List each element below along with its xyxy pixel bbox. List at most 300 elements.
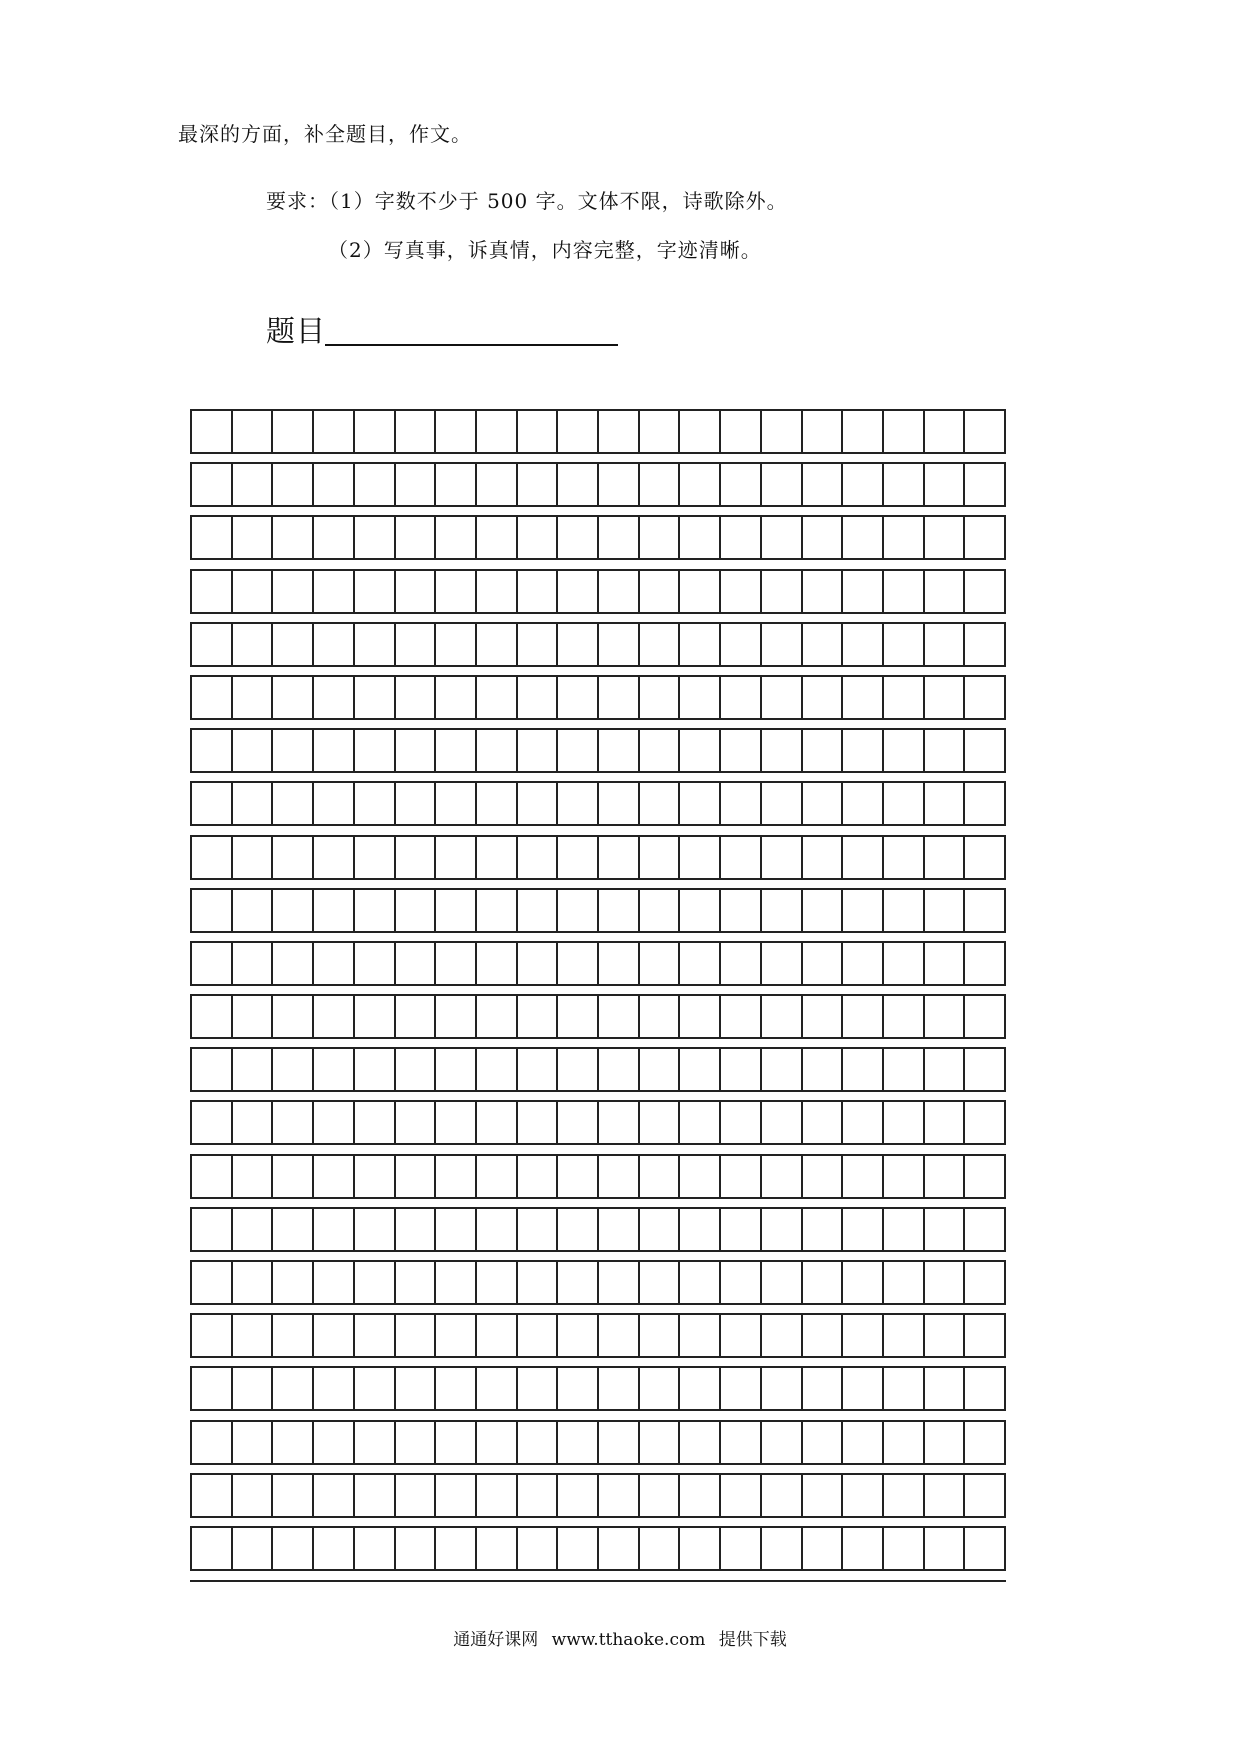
grid-cell[interactable] [882,943,923,984]
grid-cell[interactable] [312,890,353,931]
grid-cell[interactable] [597,1368,638,1409]
grid-cell[interactable] [719,1156,760,1197]
grid-cell[interactable] [516,411,557,452]
grid-cell[interactable] [719,1368,760,1409]
grid-cell[interactable] [801,571,842,612]
grid-cell[interactable] [231,1315,272,1356]
grid-cell[interactable] [963,1262,1004,1303]
grid-cell[interactable] [394,517,435,558]
grid-cell[interactable] [192,1049,231,1090]
grid-cell[interactable] [882,1209,923,1250]
grid-cell[interactable] [271,1528,312,1569]
grid-cell[interactable] [475,1475,516,1516]
grid-cell[interactable] [353,783,394,824]
grid-cell[interactable] [638,1475,679,1516]
grid-cell[interactable] [841,996,882,1037]
grid-cell[interactable] [516,571,557,612]
grid-cell[interactable] [841,1475,882,1516]
grid-cell[interactable] [394,624,435,665]
grid-cell[interactable] [841,517,882,558]
grid-cell[interactable] [760,1209,801,1250]
grid-cell[interactable] [475,890,516,931]
grid-cell[interactable] [678,996,719,1037]
grid-cell[interactable] [638,943,679,984]
grid-cell[interactable] [312,943,353,984]
grid-cell[interactable] [801,411,842,452]
grid-cell[interactable] [597,411,638,452]
grid-cell[interactable] [638,783,679,824]
grid-cell[interactable] [271,1422,312,1463]
grid-cell[interactable] [556,677,597,718]
grid-cell[interactable] [556,624,597,665]
grid-cell[interactable] [963,837,1004,878]
grid-cell[interactable] [231,571,272,612]
grid-cell[interactable] [678,517,719,558]
grid-cell[interactable] [760,1315,801,1356]
grid-cell[interactable] [801,1528,842,1569]
grid-cell[interactable] [353,730,394,771]
grid-cell[interactable] [516,677,557,718]
grid-cell[interactable] [312,1262,353,1303]
grid-cell[interactable] [271,624,312,665]
grid-cell[interactable] [678,1422,719,1463]
title-blank-line[interactable] [325,344,618,346]
grid-cell[interactable] [394,1422,435,1463]
grid-cell[interactable] [434,1209,475,1250]
grid-cell[interactable] [516,1262,557,1303]
grid-cell[interactable] [192,837,231,878]
grid-cell[interactable] [556,411,597,452]
grid-cell[interactable] [475,1368,516,1409]
grid-cell[interactable] [231,1049,272,1090]
grid-cell[interactable] [801,1475,842,1516]
grid-cell[interactable] [434,1422,475,1463]
grid-cell[interactable] [597,464,638,505]
grid-cell[interactable] [719,1262,760,1303]
grid-cell[interactable] [353,837,394,878]
grid-cell[interactable] [841,1315,882,1356]
grid-cell[interactable] [475,837,516,878]
grid-cell[interactable] [556,464,597,505]
grid-cell[interactable] [192,571,231,612]
grid-cell[interactable] [760,1156,801,1197]
grid-cell[interactable] [353,1049,394,1090]
grid-cell[interactable] [760,1475,801,1516]
grid-cell[interactable] [231,1262,272,1303]
grid-cell[interactable] [760,1422,801,1463]
grid-cell[interactable] [556,1475,597,1516]
grid-cell[interactable] [963,1156,1004,1197]
grid-cell[interactable] [192,1528,231,1569]
grid-cell[interactable] [434,464,475,505]
grid-cell[interactable] [719,624,760,665]
grid-cell[interactable] [882,1475,923,1516]
grid-cell[interactable] [719,571,760,612]
grid-cell[interactable] [353,1262,394,1303]
grid-cell[interactable] [882,1315,923,1356]
grid-cell[interactable] [556,571,597,612]
grid-cell[interactable] [516,1209,557,1250]
grid-cell[interactable] [963,1049,1004,1090]
grid-cell[interactable] [192,996,231,1037]
grid-cell[interactable] [516,1422,557,1463]
grid-cell[interactable] [192,1156,231,1197]
grid-cell[interactable] [475,517,516,558]
grid-cell[interactable] [801,677,842,718]
grid-cell[interactable] [963,517,1004,558]
grid-cell[interactable] [192,411,231,452]
grid-cell[interactable] [597,837,638,878]
grid-cell[interactable] [192,1422,231,1463]
grid-cell[interactable] [638,837,679,878]
grid-cell[interactable] [882,411,923,452]
grid-cell[interactable] [719,1049,760,1090]
grid-cell[interactable] [963,1528,1004,1569]
grid-cell[interactable] [192,1368,231,1409]
grid-cell[interactable] [231,837,272,878]
grid-cell[interactable] [475,730,516,771]
grid-cell[interactable] [556,730,597,771]
grid-cell[interactable] [719,890,760,931]
grid-cell[interactable] [801,1262,842,1303]
grid-cell[interactable] [963,464,1004,505]
grid-cell[interactable] [434,1528,475,1569]
grid-cell[interactable] [556,1422,597,1463]
grid-cell[interactable] [312,1209,353,1250]
grid-cell[interactable] [882,1156,923,1197]
grid-cell[interactable] [963,1102,1004,1143]
grid-cell[interactable] [434,1475,475,1516]
grid-cell[interactable] [475,624,516,665]
grid-cell[interactable] [192,677,231,718]
grid-cell[interactable] [841,1528,882,1569]
grid-cell[interactable] [923,411,964,452]
grid-cell[interactable] [192,624,231,665]
grid-cell[interactable] [963,1368,1004,1409]
grid-cell[interactable] [760,783,801,824]
grid-cell[interactable] [192,517,231,558]
grid-cell[interactable] [801,996,842,1037]
grid-cell[interactable] [556,996,597,1037]
grid-cell[interactable] [556,1528,597,1569]
grid-cell[interactable] [394,1209,435,1250]
grid-cell[interactable] [475,1209,516,1250]
grid-cell[interactable] [923,571,964,612]
grid-cell[interactable] [556,1262,597,1303]
grid-cell[interactable] [963,943,1004,984]
grid-cell[interactable] [678,1049,719,1090]
grid-cell[interactable] [231,1368,272,1409]
grid-cell[interactable] [312,411,353,452]
grid-cell[interactable] [434,1262,475,1303]
grid-cell[interactable] [760,1049,801,1090]
grid-cell[interactable] [760,677,801,718]
grid-cell[interactable] [638,571,679,612]
grid-cell[interactable] [638,1315,679,1356]
grid-cell[interactable] [841,571,882,612]
grid-cell[interactable] [597,1049,638,1090]
grid-cell[interactable] [719,677,760,718]
grid-cell[interactable] [882,1049,923,1090]
grid-cell[interactable] [923,783,964,824]
grid-cell[interactable] [719,1422,760,1463]
grid-cell[interactable] [312,837,353,878]
grid-cell[interactable] [923,943,964,984]
grid-cell[interactable] [597,1156,638,1197]
grid-cell[interactable] [434,890,475,931]
grid-cell[interactable] [882,837,923,878]
grid-cell[interactable] [638,1422,679,1463]
grid-cell[interactable] [192,730,231,771]
grid-cell[interactable] [760,411,801,452]
grid-cell[interactable] [475,996,516,1037]
grid-cell[interactable] [312,1102,353,1143]
grid-cell[interactable] [882,1422,923,1463]
grid-cell[interactable] [231,1422,272,1463]
grid-cell[interactable] [963,1422,1004,1463]
grid-cell[interactable] [312,464,353,505]
grid-cell[interactable] [434,1368,475,1409]
grid-cell[interactable] [231,890,272,931]
grid-cell[interactable] [475,411,516,452]
grid-cell[interactable] [638,624,679,665]
grid-cell[interactable] [719,730,760,771]
grid-cell[interactable] [556,517,597,558]
grid-cell[interactable] [516,1049,557,1090]
grid-cell[interactable] [556,890,597,931]
grid-cell[interactable] [394,1262,435,1303]
grid-cell[interactable] [475,677,516,718]
grid-cell[interactable] [231,1102,272,1143]
grid-cell[interactable] [638,464,679,505]
grid-cell[interactable] [597,677,638,718]
grid-cell[interactable] [353,996,394,1037]
grid-cell[interactable] [963,1209,1004,1250]
grid-cell[interactable] [963,783,1004,824]
grid-cell[interactable] [678,1262,719,1303]
grid-cell[interactable] [678,1315,719,1356]
grid-cell[interactable] [231,996,272,1037]
grid-cell[interactable] [271,1156,312,1197]
grid-cell[interactable] [394,783,435,824]
grid-cell[interactable] [801,624,842,665]
grid-cell[interactable] [475,1528,516,1569]
grid-cell[interactable] [353,1156,394,1197]
grid-cell[interactable] [963,890,1004,931]
grid-cell[interactable] [597,1422,638,1463]
grid-cell[interactable] [556,1156,597,1197]
grid-cell[interactable] [353,1315,394,1356]
grid-cell[interactable] [231,411,272,452]
grid-cell[interactable] [556,1368,597,1409]
grid-cell[interactable] [801,1422,842,1463]
grid-cell[interactable] [394,996,435,1037]
grid-cell[interactable] [841,837,882,878]
grid-cell[interactable] [271,1262,312,1303]
grid-cell[interactable] [271,890,312,931]
grid-cell[interactable] [923,1368,964,1409]
grid-cell[interactable] [760,571,801,612]
grid-cell[interactable] [963,1475,1004,1516]
grid-cell[interactable] [963,624,1004,665]
grid-cell[interactable] [719,464,760,505]
grid-cell[interactable] [192,1315,231,1356]
grid-cell[interactable] [597,571,638,612]
grid-cell[interactable] [638,1156,679,1197]
grid-cell[interactable] [678,783,719,824]
grid-cell[interactable] [678,1209,719,1250]
grid-cell[interactable] [231,517,272,558]
grid-cell[interactable] [719,1475,760,1516]
grid-cell[interactable] [394,677,435,718]
grid-cell[interactable] [271,1475,312,1516]
grid-cell[interactable] [434,411,475,452]
grid-cell[interactable] [192,1102,231,1143]
grid-cell[interactable] [475,943,516,984]
grid-cell[interactable] [231,624,272,665]
grid-cell[interactable] [678,943,719,984]
grid-cell[interactable] [719,996,760,1037]
grid-cell[interactable] [719,837,760,878]
grid-cell[interactable] [719,1315,760,1356]
grid-cell[interactable] [923,1156,964,1197]
grid-cell[interactable] [271,730,312,771]
grid-cell[interactable] [434,677,475,718]
grid-cell[interactable] [882,783,923,824]
grid-cell[interactable] [312,1315,353,1356]
grid-cell[interactable] [801,1368,842,1409]
grid-cell[interactable] [394,571,435,612]
grid-cell[interactable] [963,996,1004,1037]
grid-cell[interactable] [597,1528,638,1569]
grid-cell[interactable] [638,890,679,931]
grid-cell[interactable] [556,1315,597,1356]
grid-cell[interactable] [719,411,760,452]
grid-cell[interactable] [719,1102,760,1143]
grid-cell[interactable] [556,1049,597,1090]
grid-cell[interactable] [353,464,394,505]
grid-cell[interactable] [882,996,923,1037]
grid-cell[interactable] [353,677,394,718]
grid-cell[interactable] [923,1262,964,1303]
grid-cell[interactable] [638,1528,679,1569]
grid-cell[interactable] [231,943,272,984]
grid-cell[interactable] [638,517,679,558]
grid-cell[interactable] [434,1315,475,1356]
grid-cell[interactable] [638,1049,679,1090]
grid-cell[interactable] [760,890,801,931]
grid-cell[interactable] [192,1262,231,1303]
grid-cell[interactable] [923,1422,964,1463]
grid-cell[interactable] [882,730,923,771]
grid-cell[interactable] [923,730,964,771]
grid-cell[interactable] [882,1262,923,1303]
grid-cell[interactable] [882,1368,923,1409]
grid-cell[interactable] [841,1368,882,1409]
grid-cell[interactable] [556,943,597,984]
grid-cell[interactable] [841,1262,882,1303]
grid-cell[interactable] [516,783,557,824]
grid-cell[interactable] [923,464,964,505]
grid-cell[interactable] [516,1475,557,1516]
grid-cell[interactable] [638,1368,679,1409]
grid-cell[interactable] [231,1475,272,1516]
grid-cell[interactable] [841,411,882,452]
grid-cell[interactable] [434,1156,475,1197]
grid-cell[interactable] [841,783,882,824]
grid-cell[interactable] [638,996,679,1037]
grid-cell[interactable] [353,1422,394,1463]
grid-cell[interactable] [434,730,475,771]
grid-cell[interactable] [841,1422,882,1463]
grid-cell[interactable] [434,571,475,612]
grid-cell[interactable] [516,943,557,984]
grid-cell[interactable] [678,624,719,665]
grid-cell[interactable] [475,1262,516,1303]
grid-cell[interactable] [841,1156,882,1197]
grid-cell[interactable] [678,1156,719,1197]
grid-cell[interactable] [271,571,312,612]
grid-cell[interactable] [638,411,679,452]
grid-cell[interactable] [923,517,964,558]
grid-cell[interactable] [638,677,679,718]
grid-cell[interactable] [923,1209,964,1250]
grid-cell[interactable] [638,1209,679,1250]
grid-cell[interactable] [192,464,231,505]
grid-cell[interactable] [394,1102,435,1143]
grid-cell[interactable] [597,730,638,771]
grid-cell[interactable] [394,943,435,984]
grid-cell[interactable] [192,783,231,824]
grid-cell[interactable] [394,837,435,878]
grid-cell[interactable] [678,411,719,452]
grid-cell[interactable] [963,1315,1004,1356]
grid-cell[interactable] [597,1475,638,1516]
grid-cell[interactable] [353,943,394,984]
grid-cell[interactable] [394,1368,435,1409]
grid-cell[interactable] [760,943,801,984]
grid-cell[interactable] [516,1156,557,1197]
grid-cell[interactable] [760,464,801,505]
grid-cell[interactable] [678,1102,719,1143]
grid-cell[interactable] [719,943,760,984]
grid-cell[interactable] [801,1315,842,1356]
grid-cell[interactable] [556,1102,597,1143]
grid-cell[interactable] [882,890,923,931]
grid-cell[interactable] [516,1528,557,1569]
grid-cell[interactable] [231,464,272,505]
grid-cell[interactable] [963,677,1004,718]
grid-cell[interactable] [963,730,1004,771]
grid-cell[interactable] [231,1209,272,1250]
grid-cell[interactable] [801,837,842,878]
grid-cell[interactable] [556,1209,597,1250]
grid-cell[interactable] [597,624,638,665]
grid-cell[interactable] [841,677,882,718]
grid-cell[interactable] [434,996,475,1037]
grid-cell[interactable] [516,730,557,771]
grid-cell[interactable] [231,677,272,718]
grid-cell[interactable] [516,1315,557,1356]
grid-cell[interactable] [801,1209,842,1250]
grid-cell[interactable] [516,837,557,878]
grid-cell[interactable] [841,730,882,771]
grid-cell[interactable] [271,783,312,824]
grid-cell[interactable] [597,1209,638,1250]
grid-cell[interactable] [312,730,353,771]
grid-cell[interactable] [760,996,801,1037]
grid-cell[interactable] [801,517,842,558]
